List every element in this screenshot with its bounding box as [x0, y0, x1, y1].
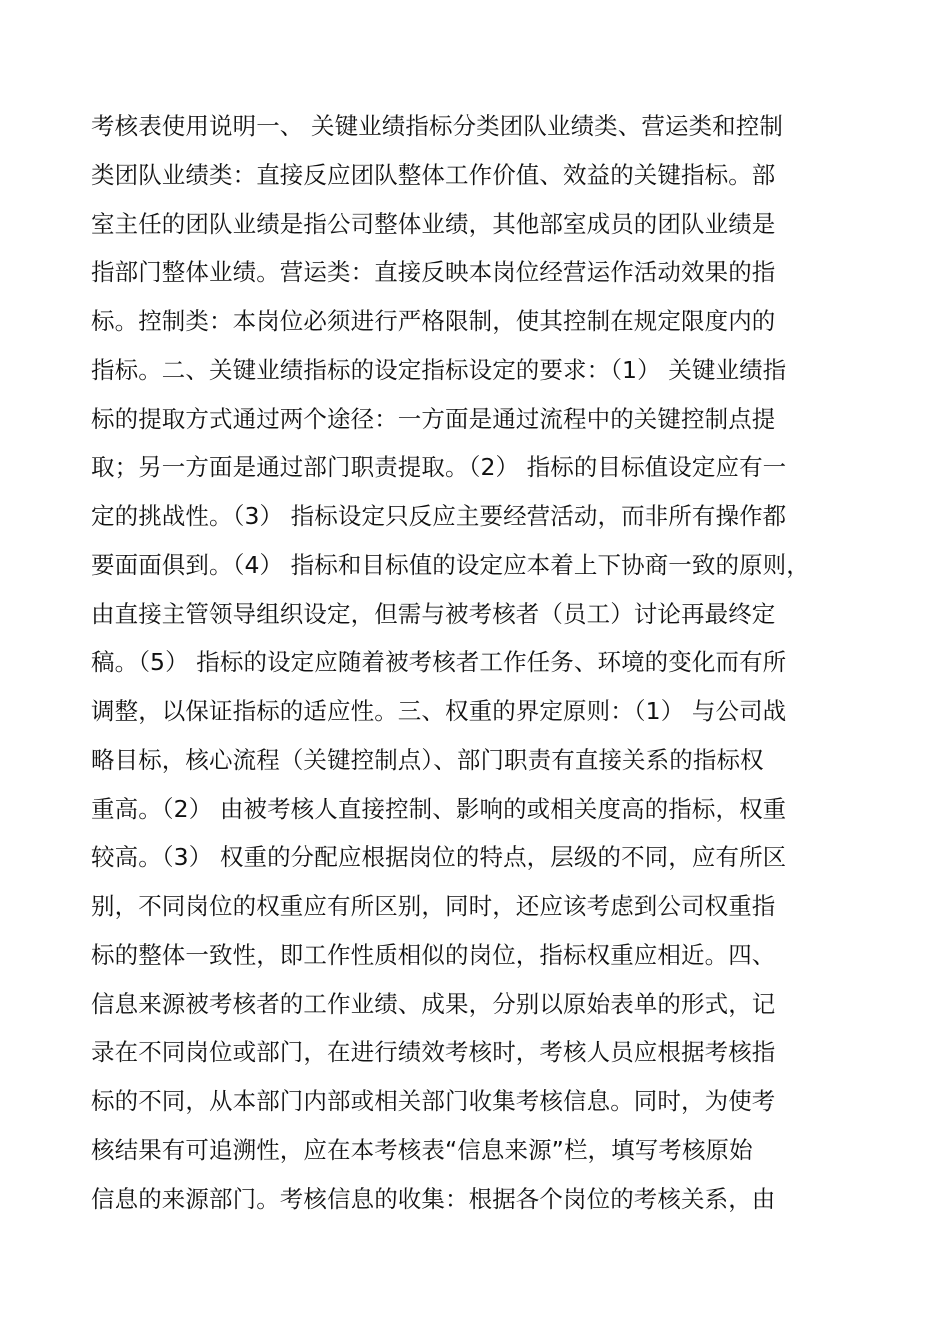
document-body: [91, 102, 871, 1223]
text-line: 标的提取方式通过两个途径：一方面是通过流程中的关键控制点提: [91, 404, 776, 433]
text-line: 指部门整体业绩。营运类：直接反映本岗位经营运作活动效果的指: [91, 258, 776, 287]
text-line: 类团队业绩类：直接反应团队整体工作价值、效益的关键指标。部: [91, 160, 776, 189]
text-line: 标的不同，从本部门内部或相关部门收集考核信息。同时，为使考: [91, 1087, 776, 1115]
text-line: 由直接主管领导组织设定，但需与被考核者（员工）讨论再最终定: [91, 599, 776, 628]
text-line: 定的挑战性。（3） 指标设定只反应主要经营活动，而非所有操作都: [91, 502, 787, 530]
text-line: 指标。二、关键业绩指标的设定指标设定的要求：（1） 关键业绩指: [91, 355, 787, 384]
text-line: 稿。（5） 指标的设定应随着被考核者工作任务、环境的变化而有所: [91, 648, 787, 677]
text-line: 重高。（2） 由被考核人直接控制、影响的或相关度高的指标，权重: [91, 794, 787, 823]
text-line: 略目标，核心流程（关键控制点）、部门职责有直接关系的指标权: [91, 745, 764, 774]
text-line: 室主任的团队业绩是指公司整体业绩，其他部室成员的团队业绩是: [91, 209, 776, 238]
text-line: 考核表使用说明一、 关键业绩指标分类团队业绩类、营运类和控制: [91, 112, 783, 140]
text-line: 核结果有可追溯性，应在本考核表“信息来源”栏，填写考核原始: [91, 1135, 753, 1164]
text-line: 录在不同岗位或部门，在进行绩效考核时，考核人员应根据考核指: [91, 1038, 776, 1067]
text-line: 信息的来源部门。考核信息的收集：根据各个岗位的考核关系，由: [91, 1184, 776, 1213]
text-line: 标。控制类：本岗位必须进行严格限制，使其控制在规定限度内的: [91, 307, 776, 335]
text-line: 标的整体一致性，即工作性质相似的岗位，指标权重应相近。四、: [91, 940, 776, 969]
text-line: 别，不同岗位的权重应有所区别，同时，还应该考虑到公司权重指: [91, 892, 776, 920]
text-line: 调整，以保证指标的适应性。三、权重的界定原则：（1） 与公司战: [91, 697, 787, 725]
text-line: 信息来源被考核者的工作业绩、成果，分别以原始表单的形式，记: [91, 989, 776, 1018]
text-line: 要面面俱到。（4） 指标和目标值的设定应本着上下协商一致的原则，: [91, 550, 810, 579]
text-line: 较高。（3） 权重的分配应根据岗位的特点，层级的不同，应有所区: [91, 843, 787, 872]
text-line: 取；另一方面是通过部门职责提取。（2） 指标的目标值设定应有一: [91, 453, 787, 482]
